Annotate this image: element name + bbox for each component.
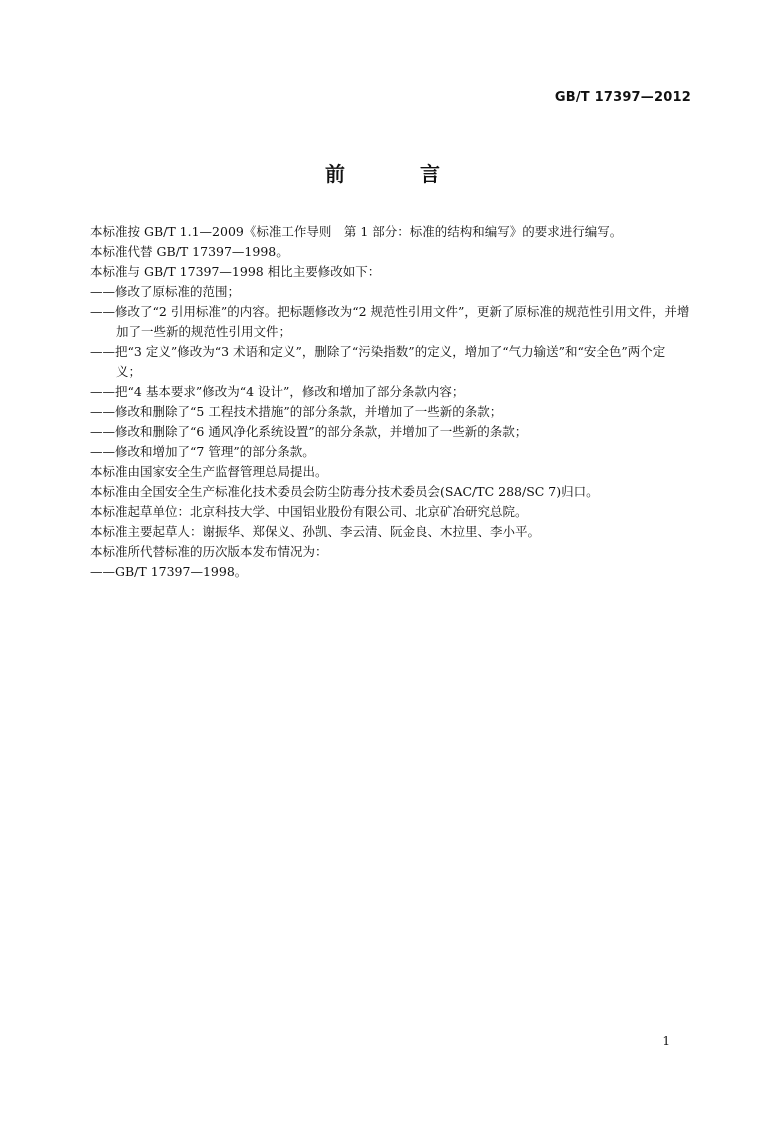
intro-paragraph: 本标准与 GB/T 17397—1998 相比主要修改如下： xyxy=(90,264,381,279)
change-item: ——修改了原标准的范围； xyxy=(90,284,241,299)
intro-paragraph: 本标准代替 GB/T 17397—1998。 xyxy=(90,244,289,259)
history-item: ——GB/T 17397—1998。 xyxy=(90,564,248,579)
closing-paragraph: 本标准由国家安全生产监督管理总局提出。 xyxy=(90,464,328,479)
closing-paragraph: 本标准所代替标准的历次版本发布情况为： xyxy=(90,544,328,559)
closing-paragraph: 本标准主要起草人：谢振华、郑保义、孙凯、李云清、阮金良、木拉里、李小平。 xyxy=(90,524,541,539)
change-item: ——修改和增加了“7 管理”的部分条款。 xyxy=(90,444,315,459)
document-body xyxy=(90,222,690,582)
change-item: ——把“3 定义”修改为“3 术语和定义”，删除了“污染指数”的定义，增加了“气力输送”和“安全色”两个定义； xyxy=(90,344,666,379)
intro-paragraph: 本标准按 GB/T 1.1—2009《标准工作导则 第 1 部分：标准的结构和编写》的要求进行编写。 xyxy=(90,224,623,239)
change-item: ——修改和删除了“6 通风净化系统设置”的部分条款，并增加了一些新的条款； xyxy=(90,424,528,439)
page-title: 前 言 xyxy=(325,162,474,186)
closing-paragraph: 本标准由全国安全生产标准化技术委员会防尘防毒分技术委员会(SAC/TC 288/SC 7)归口。 xyxy=(90,484,599,499)
change-item: ——修改了“2 引用标准”的内容。把标题修改为“2 规范性引用文件”，更新了原标准的规范性引用文件，并增加了一些新的规范性引用文件； xyxy=(90,304,690,339)
standard-code: GB/T 17397—2012 xyxy=(554,90,691,105)
change-item: ——把“4 基本要求”修改为“4 设计”，修改和增加了部分条款内容； xyxy=(90,384,465,399)
page-number: 1 xyxy=(662,1034,670,1048)
closing-paragraph: 本标准起草单位：北京科技大学、中国铝业股份有限公司、北京矿冶研究总院。 xyxy=(90,504,528,519)
change-item: ——修改和删除了“5 工程技术措施”的部分条款，并增加了一些新的条款； xyxy=(90,404,503,419)
